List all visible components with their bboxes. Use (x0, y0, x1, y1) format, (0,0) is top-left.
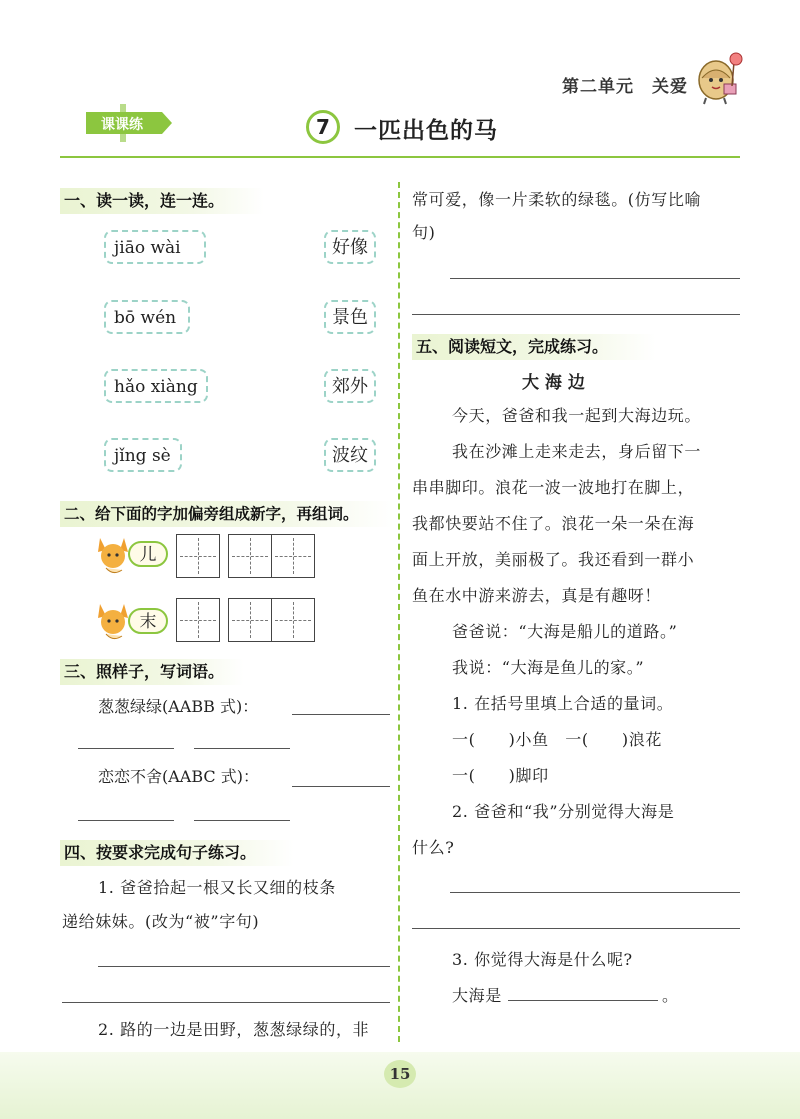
answer-line[interactable] (508, 1000, 658, 1001)
section3-item1: 葱葱绿绿(AABB 式)： (98, 697, 259, 716)
word-box[interactable]: 好像 (324, 230, 376, 264)
answer-line[interactable] (194, 820, 290, 821)
section4-q1-line1: 1. 爸爸拾起一根又长又细的枝条 (98, 878, 336, 897)
answer-line[interactable] (62, 1002, 390, 1003)
passage-line: 我在沙滩上走来走去，身后留下一 (452, 442, 702, 461)
unit-label (562, 72, 688, 97)
writing-grid[interactable] (228, 534, 313, 578)
pinyin-box[interactable]: hǎo xiàng (104, 369, 208, 403)
section5-q3-suffix: 。 (662, 986, 679, 1005)
lesson-number: 7 (306, 110, 340, 144)
word-box[interactable]: 景色 (324, 300, 376, 334)
writing-grid[interactable] (228, 598, 313, 642)
passage-title: 大 海 边 (522, 373, 585, 393)
section3-heading: 三、照样子，写词语。 (60, 659, 244, 685)
word-box[interactable]: 郊外 (324, 369, 376, 403)
section5-q3-prefix: 大海是 (452, 986, 502, 1005)
writing-grid[interactable] (176, 534, 219, 578)
section2-heading: 二、给下面的字加偏旁组成新字，再组词。 (60, 501, 394, 527)
section5-heading: 五、阅读短文，完成练习。 (412, 334, 656, 360)
answer-line[interactable] (412, 928, 740, 929)
grid-cell[interactable] (271, 534, 315, 578)
answer-line[interactable] (194, 748, 290, 749)
passage-line: 爸爸说：“大海是船儿的道路。” (452, 622, 678, 641)
passage-line: 我说：“大海是鱼儿的家。” (452, 658, 645, 677)
page-number: 15 (384, 1060, 416, 1088)
answer-line[interactable] (78, 820, 174, 821)
section5-q2-line2: 什么? (412, 838, 455, 857)
fox-icon (94, 600, 132, 642)
section5-q1-fill-b[interactable]: 一( )脚印 (452, 766, 549, 785)
answer-line[interactable] (292, 786, 390, 787)
pinyin-box[interactable]: bō wén (104, 300, 190, 334)
passage-line: 鱼在水中游来游去，真是有趣呀！ (412, 586, 662, 605)
char-pill: 末 (128, 608, 168, 634)
header-divider (60, 156, 740, 158)
pinyin-box[interactable]: jǐng sè (104, 438, 182, 472)
pinyin-box[interactable]: jiāo wài (104, 230, 206, 264)
passage-line: 我都快要站不住了。浪花一朵一朵在海 (412, 514, 695, 533)
passage-line: 今天，爸爸和我一起到大海边玩。 (452, 406, 702, 425)
mascot-icon (694, 50, 746, 106)
passage-line: 串串脚印。浪花一波一波地打在脚上， (412, 478, 695, 497)
answer-line[interactable] (450, 278, 740, 279)
section5-q3: 3. 你觉得大海是什么呢? (452, 950, 633, 969)
unit-theme: 关爱 (652, 77, 688, 97)
answer-line[interactable] (412, 314, 740, 315)
section5-q1-fill-a[interactable]: 一( )小鱼 一( )浪花 (452, 730, 662, 749)
grid-cell[interactable] (271, 598, 315, 642)
answer-line[interactable] (98, 966, 390, 967)
tag-label: 课课练 (101, 117, 143, 133)
section3-item2: 恋恋不舍(AABC 式)： (98, 767, 259, 786)
section4-q2-cont-line2: 句) (412, 223, 436, 242)
grid-cell[interactable] (228, 598, 272, 642)
section4-q2-cont-line1: 常可爱，像一片柔软的绿毯。(仿写比喻 (412, 190, 702, 209)
writing-grid[interactable] (176, 598, 219, 642)
answer-line[interactable] (450, 892, 740, 893)
grid-cell[interactable] (176, 598, 220, 642)
char-pill: 儿 (128, 541, 168, 567)
section4-q1-line2: 递给妹妹。(改为“被”字句) (62, 912, 260, 931)
unit-number: 第二单元 (562, 77, 634, 97)
passage-line: 面上开放，美丽极了。我还看到一群小 (412, 550, 695, 569)
word-box[interactable]: 波纹 (324, 438, 376, 472)
section4-heading: 四、按要求完成句子练习。 (60, 840, 294, 866)
fox-icon (94, 534, 132, 576)
practice-tag (82, 104, 174, 142)
section5-q2-line1: 2. 爸爸和“我”分别觉得大海是 (452, 802, 675, 821)
grid-cell[interactable] (176, 534, 220, 578)
answer-line[interactable] (292, 714, 390, 715)
lesson-title: 一匹出色的马 (354, 118, 498, 144)
column-divider (398, 182, 400, 1042)
grid-cell[interactable] (228, 534, 272, 578)
section1-heading: 一、读一读，连一连。 (60, 188, 264, 214)
answer-line[interactable] (78, 748, 174, 749)
section5-q1: 1. 在括号里填上合适的量词。 (452, 694, 674, 713)
section4-q2-line1: 2. 路的一边是田野，葱葱绿绿的，非 (98, 1020, 370, 1039)
